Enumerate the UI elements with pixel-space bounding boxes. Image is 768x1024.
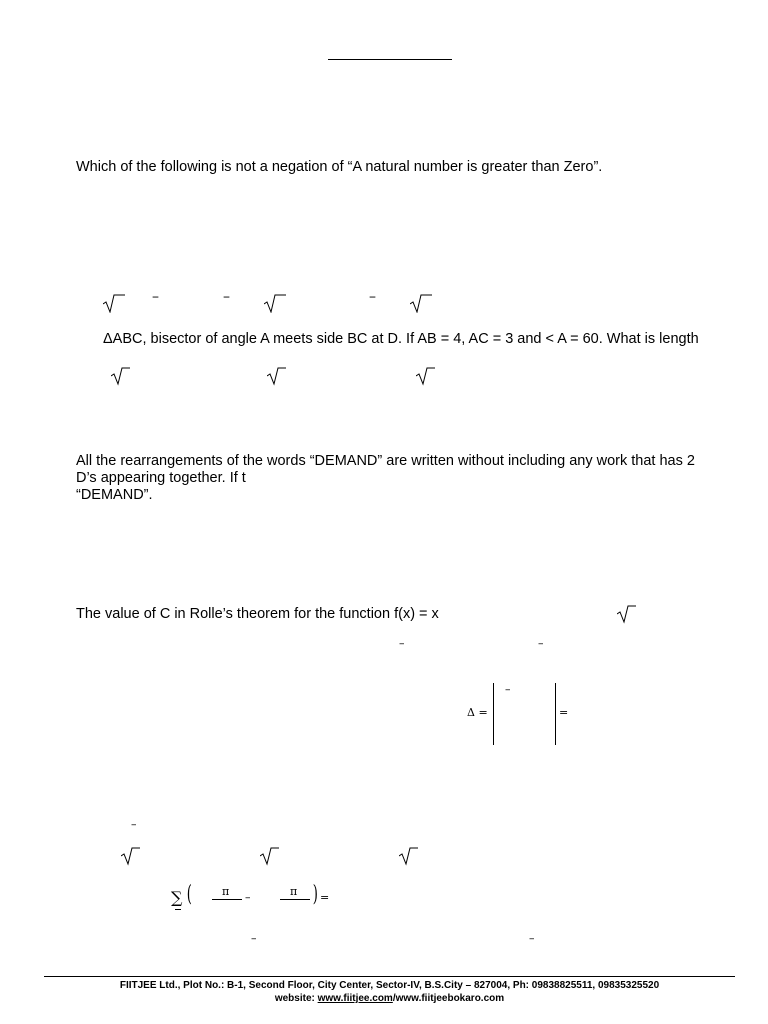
header-rule (328, 59, 452, 60)
minus-sign: – (399, 637, 405, 650)
minus-sign: – (505, 683, 511, 696)
minus-sign: – (131, 818, 137, 831)
determinant-right-bar (555, 683, 556, 745)
question-triangle: ΔABC, bisector of angle A meets side BC at D. If AB = 4, AC = 3 and < A = 60. What is length (103, 331, 699, 347)
sigma-icon: ∑ (171, 888, 183, 907)
sqrt-icon (260, 846, 282, 866)
left-paren: ( (186, 882, 192, 907)
footer-link-fiitjee[interactable]: www.fiitjee.com (317, 993, 393, 1004)
sqrt-icon (416, 366, 438, 386)
question-negation: Which of the following is not a negation of “A natural number is greater than Zero”. (76, 159, 603, 175)
question-demand-line-3: “DEMAND”. (76, 487, 153, 503)
footer-rule (44, 976, 735, 977)
sqrt-icon (121, 846, 143, 866)
question-demand-line-2: D’s appearing together. If t (76, 470, 246, 486)
pi-symbol: π (222, 885, 230, 898)
sqrt-icon (111, 366, 133, 386)
question-rolle: The value of C in Rolle’s theorem for the function f(x) = x (76, 606, 439, 622)
determinant-label: Δ = (467, 706, 488, 719)
equals-sign: = (320, 891, 330, 904)
minus-sign: – (223, 289, 230, 305)
fraction-bar (280, 899, 310, 900)
determinant-left-bar (493, 683, 494, 745)
pi-symbol: π (290, 885, 298, 898)
question-demand-line-1: All the rearrangements of the words “DEMAND” are written without including any work that has 2 (76, 453, 695, 469)
equals-sign: = (559, 706, 569, 719)
sqrt-icon (399, 846, 421, 866)
footer-link-bokaro[interactable]: /www.fiitjeebokaro.com (392, 993, 505, 1004)
sigma-underline (175, 909, 181, 910)
footer-website-prefix: website: (274, 993, 318, 1004)
right-paren: ) (312, 882, 318, 907)
sqrt-icon (267, 366, 289, 386)
minus-sign: – (529, 932, 535, 945)
sqrt-icon (410, 293, 432, 313)
minus-sign: – (538, 637, 544, 650)
sqrt-icon (617, 604, 639, 624)
footer-website (44, 993, 735, 1005)
minus-sign: – (369, 289, 376, 305)
sqrt-icon (264, 293, 286, 313)
minus-sign: – (245, 891, 251, 904)
minus-sign: – (251, 932, 257, 945)
fraction-bar (212, 899, 242, 900)
sqrt-icon (103, 293, 125, 313)
footer-address: FIITJEE Ltd., Plot No.: B-1, Second Floor, City Center, Sector-IV, B.S.City – 827004, Ph: 09838825511, 09835325520 (119, 980, 660, 991)
minus-sign: – (152, 289, 159, 305)
